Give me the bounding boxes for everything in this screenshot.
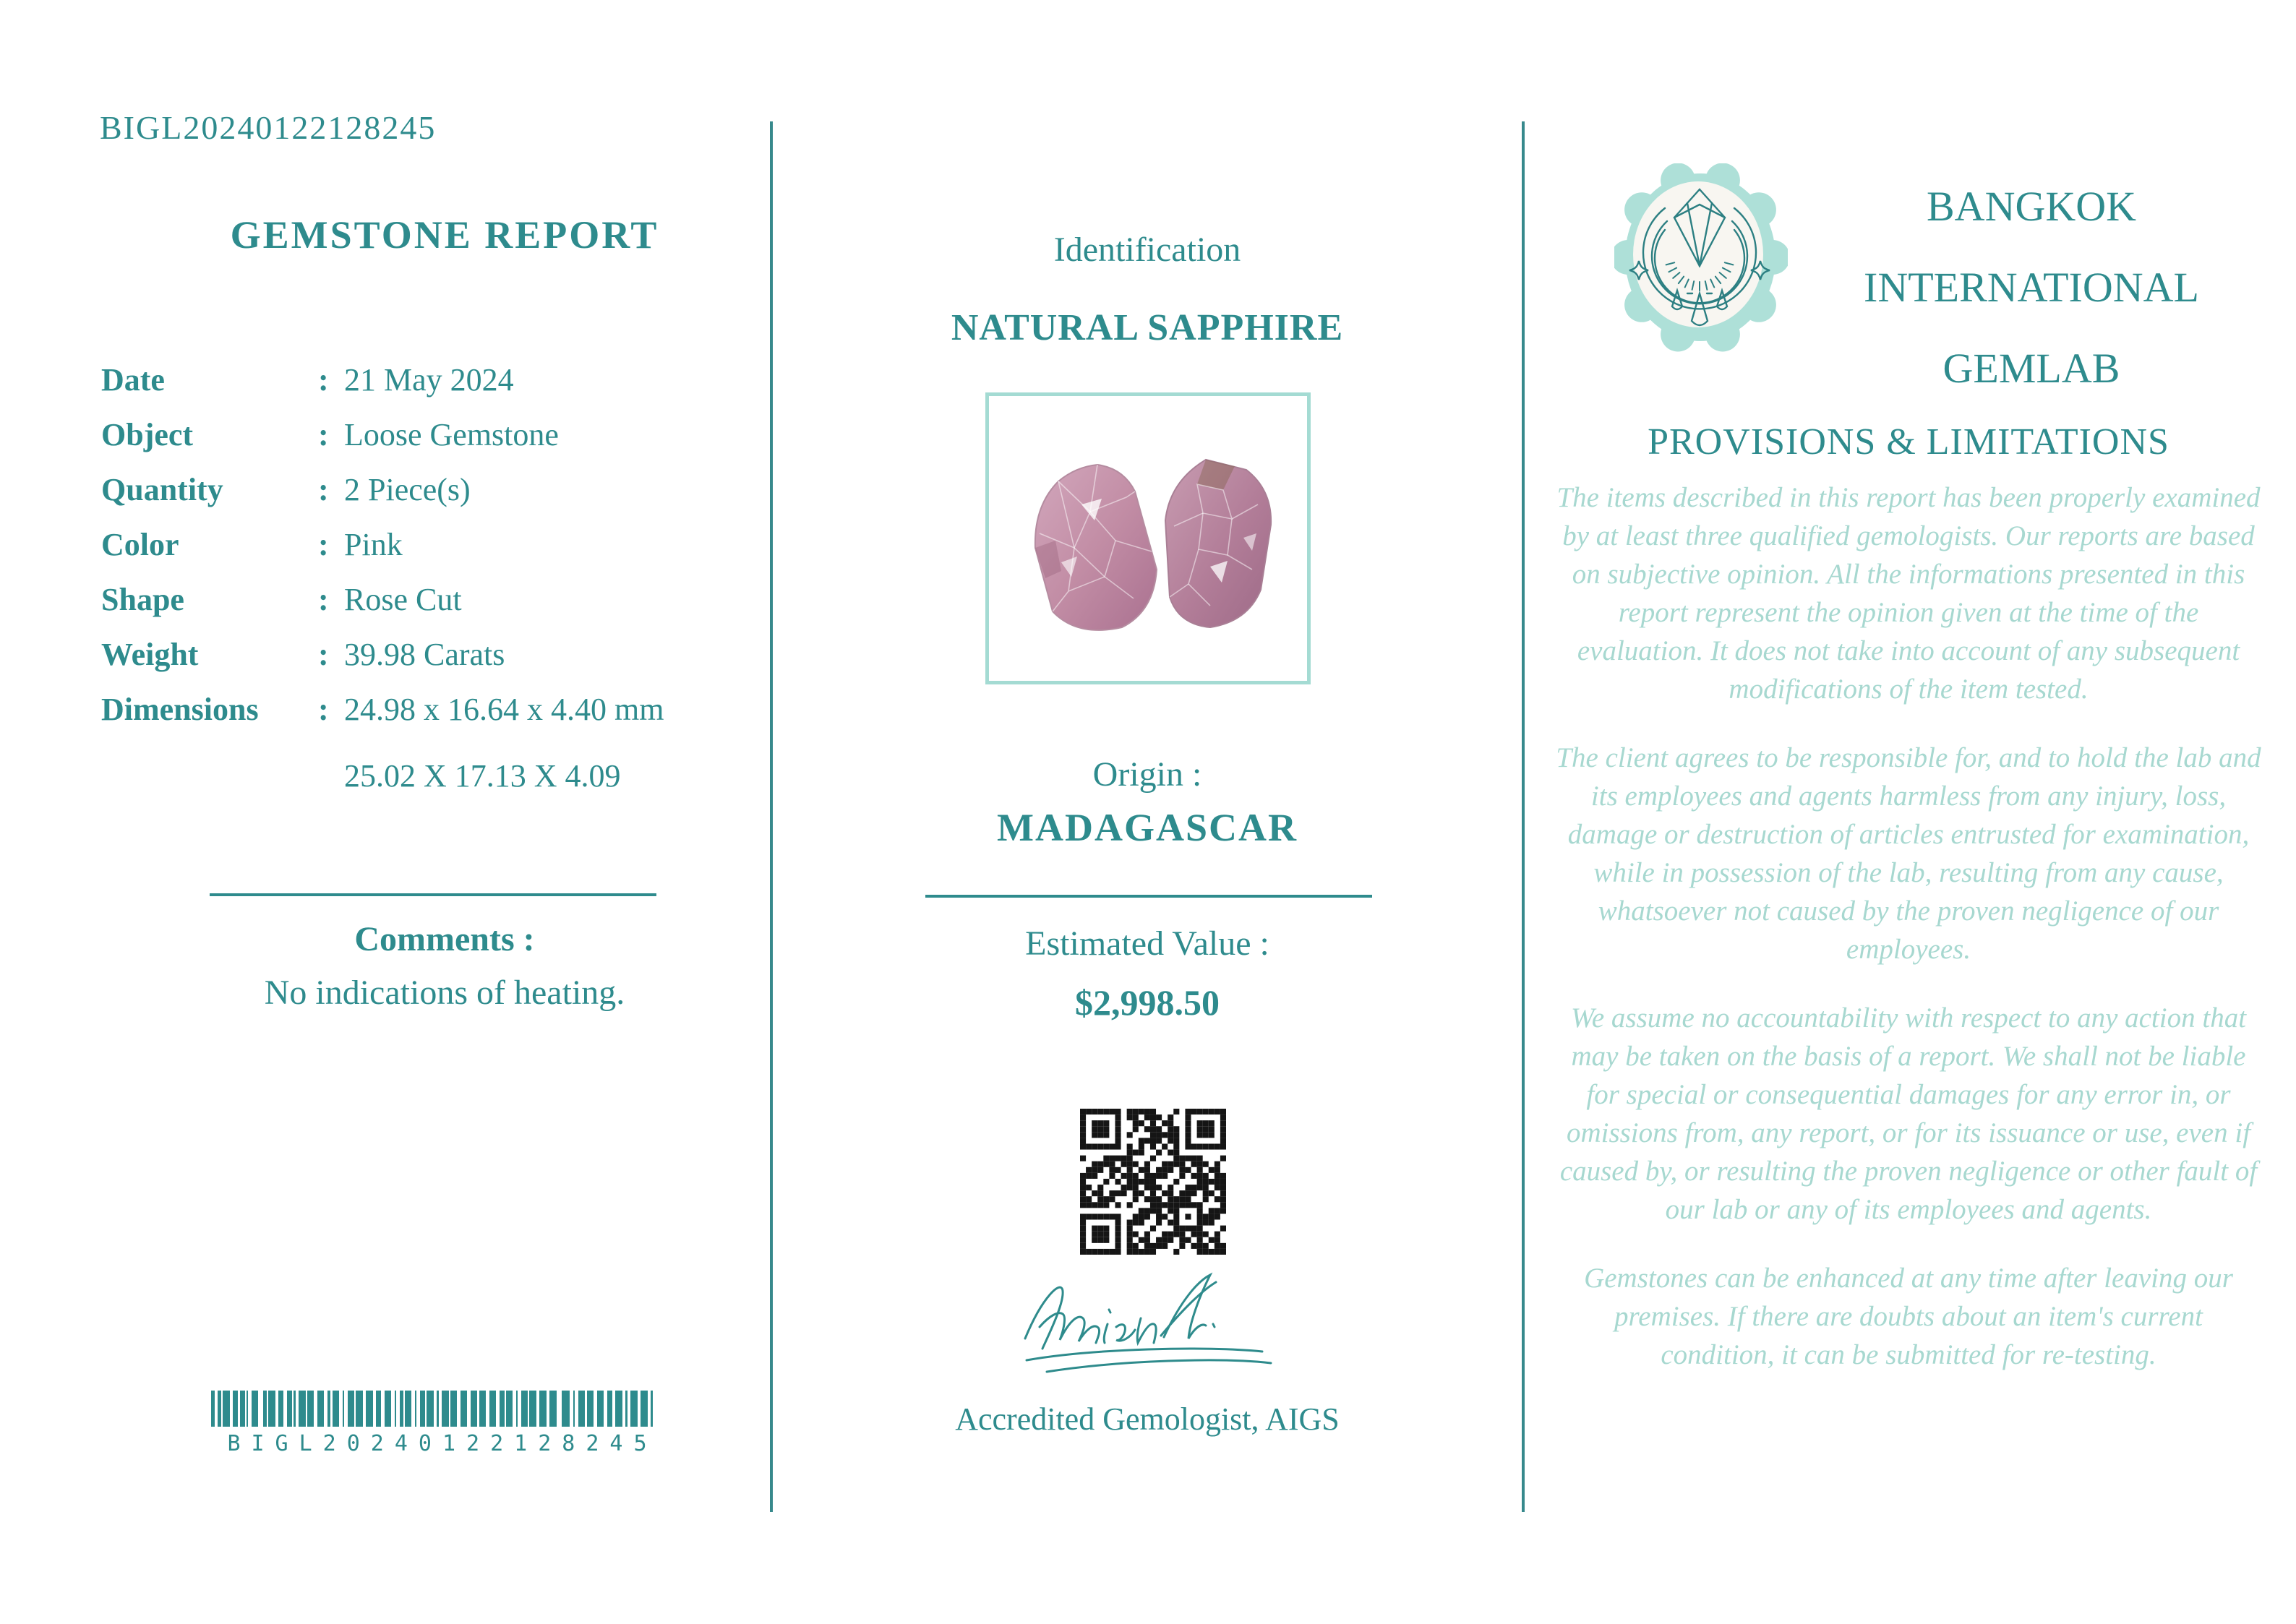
lab-name-line: INTERNATIONAL [1864, 264, 2199, 311]
provisions-paragraph: The client agrees to be responsible for, and to hold the lab and its employees and agents harmless from any injury, loss, damage or destruction of articles entrusted for examination, while in possession of the lab, resulting from any cause, whatsoever not caused by the proven negligence of our employees. [1556, 742, 2261, 965]
estimated-value: $2,998.50 [1075, 982, 1220, 1023]
field-value: 2 Piece(s) [344, 472, 471, 507]
field-value: 24.98 x 16.64 x 4.40 mm [344, 692, 664, 727]
field-label: Quantity [101, 472, 223, 507]
field-row-shape [101, 581, 781, 636]
field-separator: : [318, 582, 329, 617]
origin-value: MADAGASCAR [997, 806, 1298, 849]
gemstone-photo [985, 392, 1311, 684]
field-row-color [101, 526, 781, 581]
provisions-paragraph: We assume no accountability with respect to any action that may be taken on the basis of a report. We shall not be liable for special or consequential damages for any error in, or omissions from, any report, or for its issuance or use, even if caused by, or resulting the proven negligence or other fault of our lab or any of its employees and agents. [1559, 1002, 2258, 1225]
field-label: Shape [101, 582, 184, 617]
provisions-paragraph: Gemstones can be enhanced at any time after leaving our premises. If there are doubts about an item's current condition, it can be submitted for re-testing. [1584, 1263, 2233, 1370]
field-label: Object [101, 417, 194, 452]
provisions-title: PROVISIONS & LIMITATIONS [1648, 421, 2169, 463]
origin-label: Origin : [1092, 755, 1202, 794]
report-title: GEMSTONE REPORT [230, 213, 659, 257]
provisions-paragraph: The items described in this report has been properly examined by at least three qualified gemologists. Our reports are based on subjective opinion. All the informations presented in this report represent the opinion given at the time of the evaluation. It does not take into account of any subsequent modifications of the item tested. [1556, 482, 2261, 705]
field-separator: : [318, 472, 329, 507]
identification-value: NATURAL SAPPHIRE [951, 307, 1344, 348]
certificate-number: BIGL20240122128245 [100, 109, 437, 146]
field-list [101, 361, 781, 746]
dimensions-second-line: 25.02 X 17.13 X 4.09 [344, 758, 621, 794]
comments-value: No indications of heating. [264, 974, 625, 1012]
field-separator: : [318, 362, 329, 398]
column-divider-right [1522, 121, 1525, 1512]
field-separator: : [318, 527, 329, 562]
lab-logo [1614, 163, 1788, 356]
field-separator: : [318, 692, 329, 727]
field-separator: : [318, 637, 329, 672]
column-divider-left [770, 121, 773, 1512]
field-row-date [101, 361, 781, 416]
value-divider [925, 895, 1372, 898]
field-value: Pink [344, 527, 403, 562]
field-separator: : [318, 417, 329, 452]
signatory-title: Accredited Gemologist, AIGS [955, 1401, 1340, 1437]
estimated-value-label: Estimated Value : [1025, 924, 1269, 963]
identification-label: Identification [1053, 231, 1241, 269]
lab-name-line: GEMLAB [1942, 345, 2120, 392]
field-row-object [101, 416, 781, 471]
barcode-text: BIGL20240122128245 [227, 1431, 658, 1456]
comments-divider [210, 893, 656, 896]
qr-code [1080, 1109, 1226, 1255]
field-label: Color [101, 527, 179, 562]
field-label: Weight [101, 637, 199, 672]
field-row-quantity [101, 471, 781, 526]
field-value: 21 May 2024 [344, 362, 514, 398]
barcode [211, 1391, 656, 1427]
field-row-weight [101, 636, 781, 691]
field-label: Dimensions [101, 692, 259, 727]
field-label: Date [101, 362, 165, 398]
gemologist-signature [1005, 1266, 1294, 1395]
gemstone-pair-image [989, 396, 1307, 681]
provisions-text [1554, 478, 2263, 1404]
field-value: Rose Cut [344, 582, 462, 617]
field-value: 39.98 Carats [344, 637, 505, 672]
field-row-dimensions [101, 691, 781, 746]
comments-label: Comments : [354, 920, 535, 958]
lab-name [1807, 166, 2256, 409]
field-value: Loose Gemstone [344, 417, 559, 452]
lab-name-line: BANGKOK [1927, 183, 2136, 230]
